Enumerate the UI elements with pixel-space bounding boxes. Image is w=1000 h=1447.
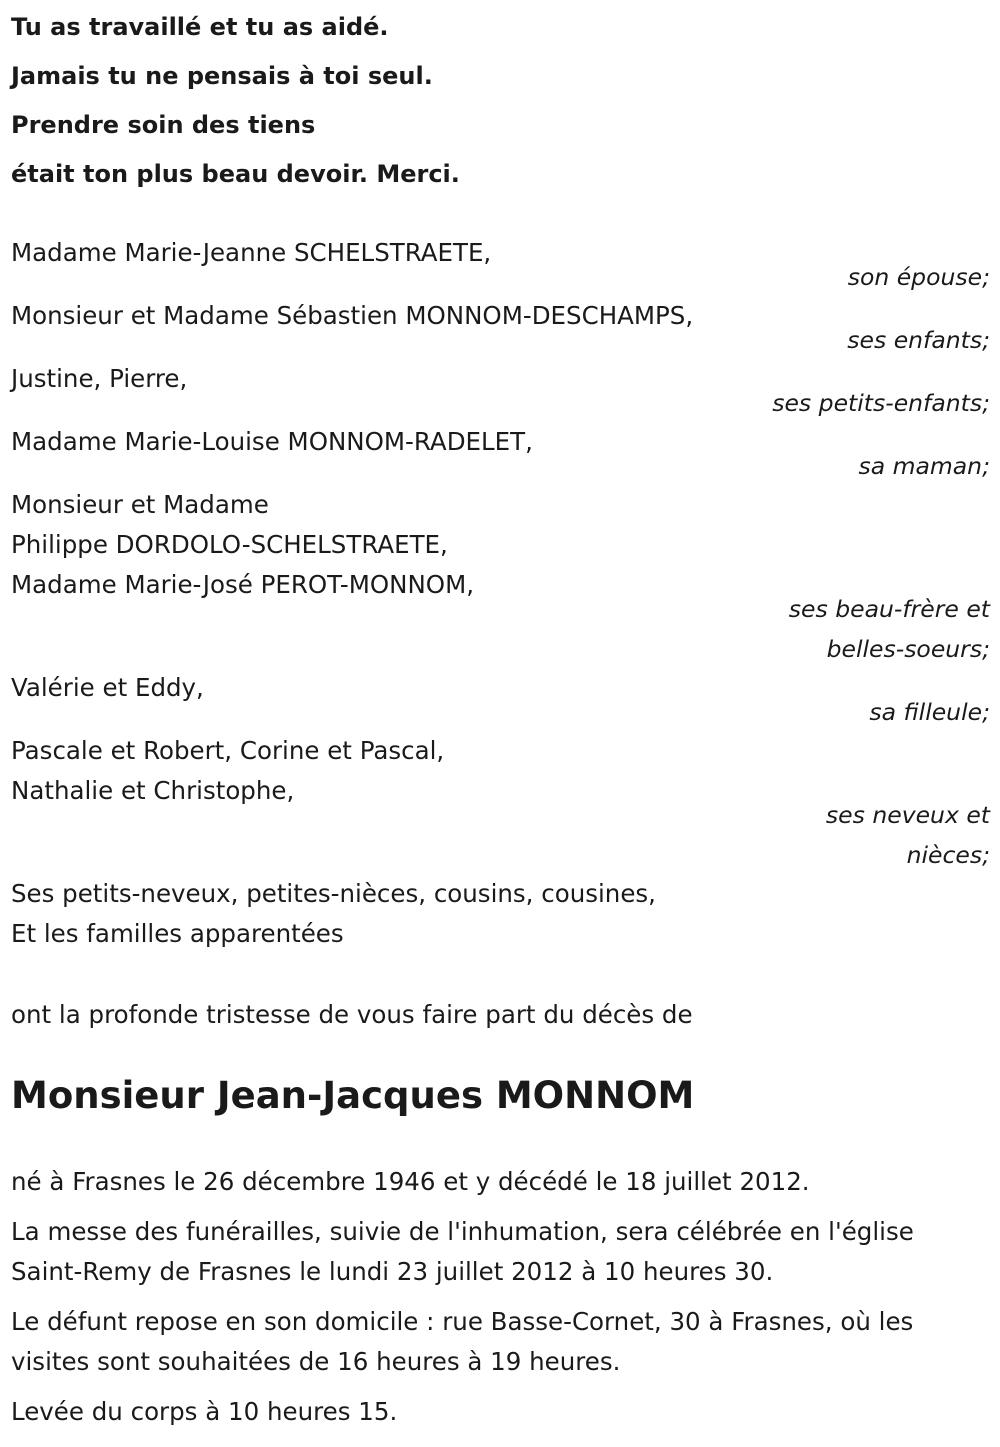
family-spouse-role: son épouse;: [847, 263, 990, 291]
family-extended-line-1: Ses petits-neveux, petites-nièces, cousins, cousines,: [11, 879, 656, 908]
family-children-name: Monsieur et Madame Sébastien MONNOM-DESCHAMPS,: [11, 301, 694, 330]
family-inlaws-role-line-1: ses beau-frère et: [788, 595, 990, 623]
poem-line-2: Jamais tu ne pensais à toi seul.: [11, 62, 433, 90]
family-nephews-role-line-1: ses neveux et: [825, 801, 990, 829]
family-inlaws-line-2: Philippe DORDOLO-SCHELSTRAETE,: [11, 530, 448, 559]
family-nephews-line-1: Pascale et Robert, Corine et Pascal,: [11, 736, 445, 765]
poem-line-3: Prendre soin des tiens: [11, 111, 316, 139]
repose-text: Le défunt repose en son domicile : rue Basse-Cornet, 30 à Frasnes, où les visites sont souhaitées de 16 heures à 19 heures.: [11, 1307, 914, 1376]
birth-death-text: né à Frasnes le 26 décembre 1946 et y décédé le 18 juillet 2012.: [11, 1167, 810, 1196]
family-goddaughter-role: sa filleule;: [869, 698, 990, 726]
family-nephews-role-line-2: nièces;: [906, 841, 990, 869]
family-inlaws-line-1: Monsieur et Madame: [11, 490, 269, 519]
poem-line-4: était ton plus beau devoir. Merci.: [11, 160, 460, 188]
family-mother-role: sa maman;: [858, 452, 990, 480]
family-inlaws-role-line-2: belles-soeurs;: [826, 635, 990, 663]
family-nephews-line-2: Nathalie et Christophe,: [11, 776, 295, 805]
family-children-role: ses enfants;: [847, 326, 990, 354]
family-goddaughter-name: Valérie et Eddy,: [11, 673, 204, 702]
family-grandchildren-role: ses petits-enfants;: [772, 389, 990, 417]
family-extended-line-2: Et les familles apparentées: [11, 919, 344, 948]
deceased-name: Monsieur Jean-Jacques MONNOM: [11, 1074, 695, 1117]
family-grandchildren-name: Justine, Pierre,: [11, 364, 188, 393]
family-spouse-name: Madame Marie-Jeanne SCHELSTRAETE,: [11, 238, 492, 267]
announcement-text: ont la profonde tristesse de vous faire part du décès de: [11, 1000, 693, 1029]
levee-text: Levée du corps à 10 heures 15.: [11, 1397, 398, 1426]
funeral-text: La messe des funérailles, suivie de l'inhumation, sera célébrée en l'église Saint-Remy de Frasnes le lundi 23 juillet 2012 à 10 heures 30.: [11, 1217, 914, 1286]
family-inlaws-line-3: Madame Marie-José PEROT-MONNOM,: [11, 570, 474, 599]
poem-line-1: Tu as travaillé et tu as aidé.: [11, 13, 389, 41]
family-mother-name: Madame Marie-Louise MONNOM-RADELET,: [11, 427, 533, 456]
